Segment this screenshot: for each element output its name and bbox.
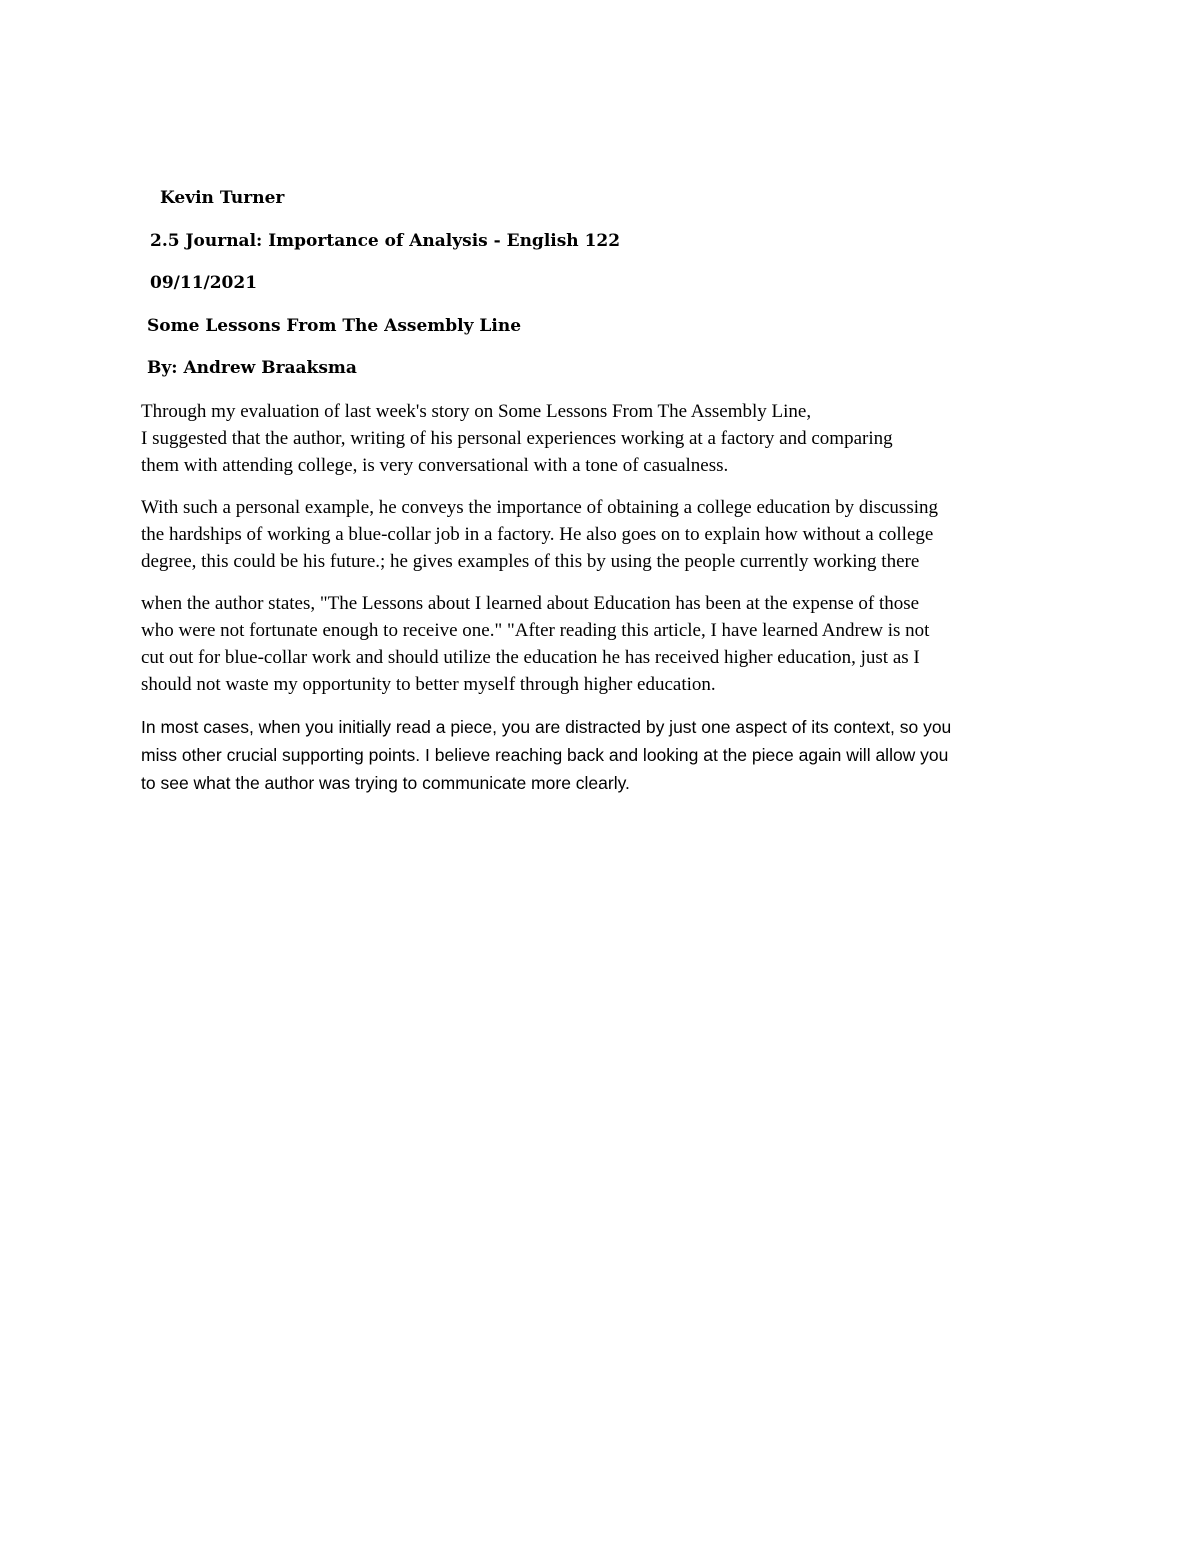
date-line: 09/11/2021 (150, 273, 258, 293)
paragraph-line: the hardships of working a blue-collar job in a factory. He also goes on to explain how without a college (141, 524, 934, 545)
paragraph-line: In most cases, when you initially read a piece, you are distracted by just one aspect of its context, so you (141, 717, 952, 737)
paragraph-quote (141, 590, 929, 698)
article-title: Some Lessons From The Assembly Line (147, 316, 522, 336)
paragraph-line: cut out for blue-collar work and should utilize the education he has received higher education, just as I (141, 647, 920, 668)
paragraph-line: I suggested that the author, writing of his personal experiences working at a factory and comparing (141, 428, 893, 449)
paragraph-line: who were not fortunate enough to receive one." "After reading this article, I have learned Andrew is not (141, 620, 930, 641)
author-name: Kevin Turner (160, 188, 285, 208)
paragraph-line: miss other crucial supporting points. I believe reaching back and looking at the piece again will allow you (141, 745, 949, 765)
paragraph-line: when the author states, "The Lessons about I learned about Education has been at the expense of those (141, 593, 920, 614)
article-byline: By: Andrew Braaksma (147, 358, 357, 378)
paragraph-line: to see what the author was trying to communicate more clearly. (141, 773, 630, 793)
paragraph-example (141, 494, 938, 575)
paragraph-evaluation (141, 398, 893, 479)
paragraph-line: degree, this could be his future.; he gives examples of this by using the people currently working there (141, 551, 920, 572)
paragraph-conclusion (141, 713, 951, 797)
paragraph-line: them with attending college, is very conversational with a tone of casualness. (141, 455, 729, 476)
paragraph-line: With such a personal example, he conveys the importance of obtaining a college education by discussing (141, 497, 938, 518)
paragraph-line: Through my evaluation of last week's story on Some Lessons From The Assembly Line, (141, 401, 812, 422)
assignment-title: 2.5 Journal: Importance of Analysis - English 122 (150, 231, 621, 251)
paragraph-line: should not waste my opportunity to better myself through higher education. (141, 674, 716, 695)
